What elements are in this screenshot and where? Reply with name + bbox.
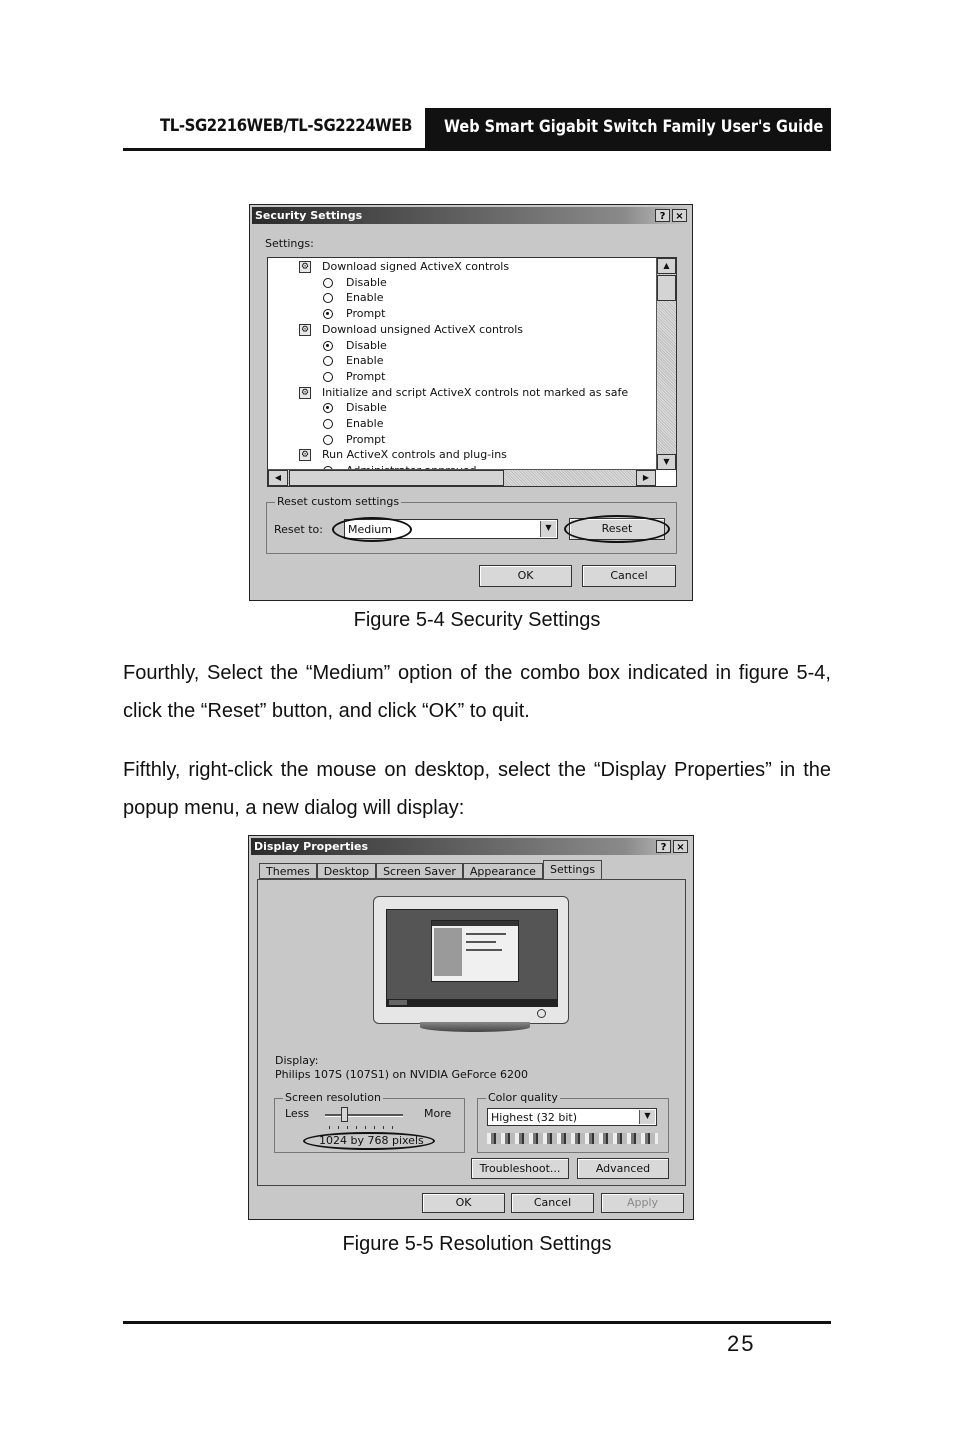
figure-5-5-caption: Figure 5-5 Resolution Settings <box>342 1233 612 1255</box>
setting-group-label: Initialize and script ActiveX controls not marked as safe <box>322 385 629 399</box>
scroll-down-icon[interactable]: ▼ <box>657 454 676 470</box>
reset-custom-settings-group <box>266 495 677 554</box>
radio-button-icon[interactable] <box>323 419 333 429</box>
monitor-preview <box>373 896 569 1024</box>
chevron-down-icon[interactable]: ▼ <box>540 521 556 537</box>
display-properties-dialog <box>248 835 694 1220</box>
radio-button-icon[interactable] <box>323 293 333 303</box>
display-title: Display Properties <box>254 840 369 853</box>
highlight-oval-reset <box>564 515 670 543</box>
radio-button-icon[interactable] <box>323 435 333 445</box>
advanced-button[interactable]: Advanced <box>577 1158 669 1179</box>
resolution-ticks <box>329 1126 401 1129</box>
preview-taskbar <box>387 999 557 1006</box>
troubleshoot-button[interactable]: Troubleshoot... <box>471 1158 569 1179</box>
resolution-slider-thumb[interactable] <box>341 1107 348 1122</box>
setting-group-label: Download signed ActiveX controls <box>322 260 510 273</box>
scroll-up-icon[interactable]: ▲ <box>657 258 676 274</box>
page-number: 25 <box>727 1331 756 1356</box>
chevron-down-icon[interactable]: ▼ <box>639 1110 655 1124</box>
screen-resolution-group <box>274 1091 465 1153</box>
radio-button-icon[interactable] <box>323 356 333 366</box>
setting-option-label: Prompt <box>346 432 386 446</box>
paragraph-fifthly: Fifthly, right-click the mouse on desktop, select the “Display Properties” in the popup menu, a new dialog will display: <box>123 759 831 819</box>
setting-group-label: Run ActiveX controls and plug-ins <box>322 448 507 462</box>
display-device: Philips 107S (107S1) on NVIDIA GeForce 6200 <box>275 1068 528 1081</box>
setting-option-label: Disable <box>346 275 387 289</box>
scroll-thumb[interactable] <box>657 275 676 301</box>
header-guide-title: Web Smart Gigabit Switch Family User's Guide <box>444 117 824 137</box>
tab-settings[interactable]: Settings <box>543 860 602 879</box>
reset-to-label: Reset to: <box>274 523 323 536</box>
reset-group-caption: Reset custom settings <box>277 495 400 508</box>
resolution-more-label: More <box>424 1107 452 1120</box>
preview-window <box>431 920 519 982</box>
tab-appearance[interactable]: Appearance <box>463 863 543 879</box>
setting-option-label: Prompt <box>346 369 386 383</box>
radio-button-icon[interactable] <box>323 278 333 288</box>
color-quality-combo[interactable] <box>487 1108 657 1126</box>
reset-button[interactable]: Reset <box>569 518 665 540</box>
settings-listbox[interactable] <box>267 257 677 487</box>
display-label: Display: <box>275 1054 319 1067</box>
setting-option-label: Disable <box>346 338 387 352</box>
figure-5-4-caption: Figure 5-4 Security Settings <box>353 609 601 631</box>
ok-button[interactable]: OK <box>479 565 572 587</box>
power-icon <box>537 1009 546 1018</box>
reset-to-value: Medium <box>348 523 392 536</box>
resolution-less-label: Less <box>285 1107 310 1120</box>
monitor-screen <box>386 909 558 1007</box>
color-quality-value: Highest (32 bit) <box>491 1111 578 1124</box>
footer-rule <box>123 1321 831 1324</box>
radio-button-icon[interactable] <box>323 309 333 319</box>
settings-gear-icon: ⚙ <box>300 387 310 398</box>
settings-gear-icon: ⚙ <box>300 262 310 272</box>
radio-button-icon[interactable] <box>323 341 333 351</box>
header-model: TL-SG2216WEB/TL-SG2224WEB <box>160 116 412 136</box>
scroll-left-icon[interactable]: ◀ <box>268 470 288 486</box>
apply-button[interactable]: Apply <box>601 1193 684 1213</box>
setting-option-label: Enable <box>346 417 384 430</box>
settings-label: Settings: <box>265 237 314 250</box>
highlight-oval-resolution <box>303 1132 435 1150</box>
highlight-oval-medium <box>332 517 412 542</box>
vertical-scrollbar[interactable] <box>656 258 676 470</box>
settings-tree <box>268 258 654 470</box>
windows-start-icon <box>389 1000 407 1005</box>
security-settings-dialog <box>249 204 693 601</box>
tab-strip <box>259 862 602 880</box>
paragraph-fourthly: Fourthly, Select the “Medium” option of the combo box indicated in figure 5-4, click the “Reset” button, and click “OK” to quit. <box>123 662 831 722</box>
tab-themes[interactable]: Themes <box>259 863 317 879</box>
help-icon[interactable]: ? <box>656 840 671 853</box>
color-quality-caption: Color quality <box>488 1091 558 1104</box>
scroll-right-icon[interactable]: ▶ <box>636 470 656 486</box>
horizontal-scrollbar[interactable] <box>268 469 656 486</box>
resolution-caption: Screen resolution <box>285 1091 381 1104</box>
settings-gear-icon: ⚙ <box>300 450 310 461</box>
radio-button-icon[interactable] <box>323 403 333 413</box>
setting-group-label: Download unsigned ActiveX controls <box>322 322 524 336</box>
cancel-button[interactable]: Cancel <box>582 565 676 587</box>
tab-desktop[interactable]: Desktop <box>317 863 376 879</box>
security-titlebar <box>252 207 690 224</box>
header-rule <box>123 148 831 151</box>
help-icon[interactable]: ? <box>655 209 670 222</box>
color-gradient-bar <box>487 1133 658 1144</box>
setting-option-label: Enable <box>346 354 384 368</box>
cancel-button[interactable]: Cancel <box>511 1193 594 1213</box>
close-icon[interactable]: × <box>673 840 688 853</box>
ok-button[interactable]: OK <box>422 1193 505 1213</box>
display-titlebar <box>251 838 691 855</box>
radio-button-icon[interactable] <box>323 372 333 382</box>
hscroll-thumb[interactable] <box>289 470 504 486</box>
setting-option-label: Prompt <box>346 307 386 321</box>
tab-screen-saver[interactable]: Screen Saver <box>376 863 463 879</box>
monitor-stand <box>420 1022 530 1032</box>
close-icon[interactable]: × <box>672 209 687 222</box>
resolution-slider-track[interactable] <box>325 1114 403 1117</box>
setting-option-label: Disable <box>346 401 387 415</box>
settings-gear-icon: ⚙ <box>300 324 310 335</box>
settings-tab-panel <box>257 879 686 1186</box>
color-quality-group <box>477 1091 669 1153</box>
security-title: Security Settings <box>255 209 363 222</box>
setting-option-label: Enable <box>346 291 384 305</box>
resolution-value: 1024 by 768 pixels <box>319 1134 424 1147</box>
